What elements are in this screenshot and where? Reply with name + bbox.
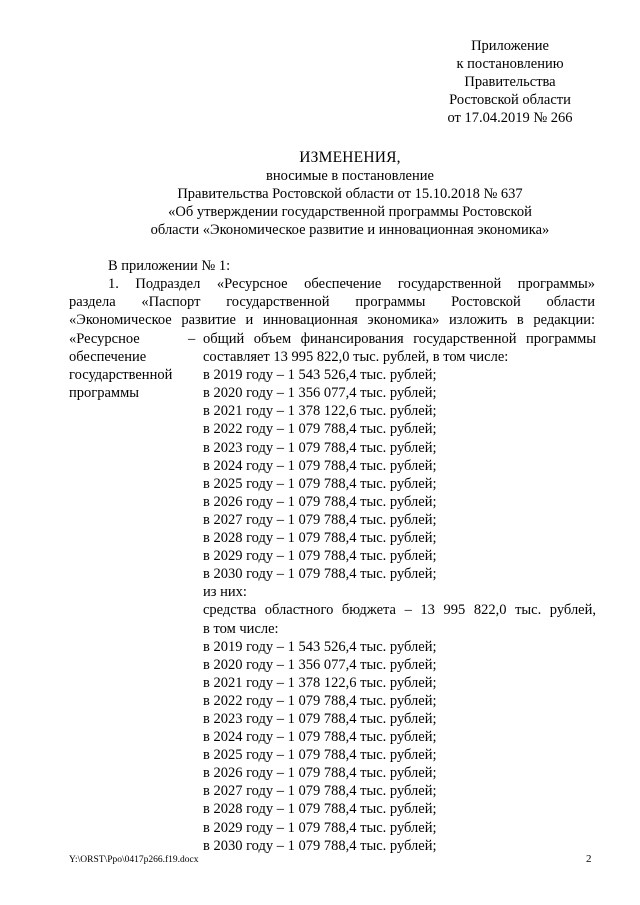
document-title: ИЗМЕНЕНИЯ, [299, 149, 401, 166]
label-line: государственной [69, 367, 173, 383]
label-line: «Ресурсное [69, 331, 140, 347]
value-line: в 2022 году – 1 079 788,4 тыс. рублей; [203, 692, 437, 709]
heading-line: вносимые в постановление [266, 168, 434, 184]
value-line: в 2019 году – 1 543 526,4 тыс. рублей; [203, 367, 437, 384]
value-line: в том числе: [203, 620, 279, 637]
resource-value-cell [203, 330, 596, 855]
appendix-line: Приложение [471, 38, 549, 54]
item-1-line: раздела «Паспорт государственной программы Ростовской области [69, 294, 595, 310]
value-line: в 2027 году – 1 079 788,4 тыс. рублей; [203, 783, 437, 800]
value-line: в 2029 году – 1 079 788,4 тыс. рублей; [203, 819, 437, 836]
value-line: в 2023 году – 1 079 788,4 тыс. рублей; [203, 710, 437, 727]
value-line: в 2023 году – 1 079 788,4 тыс. рублей; [203, 439, 437, 456]
appendix-line: к постановлению [456, 56, 564, 72]
value-line: в 2024 году – 1 079 788,4 тыс. рублей; [203, 729, 437, 746]
heading-line: «Об утверждении государственной программы Ростовской [168, 204, 532, 220]
value-line: в 2028 году – 1 079 788,4 тыс. рублей; [203, 801, 437, 818]
page-number: 2 [586, 853, 592, 865]
annex-paragraph: В приложении № 1: [108, 258, 231, 274]
appendix-line: Ростовской области [449, 92, 571, 108]
value-line: в 2024 году – 1 079 788,4 тыс. рублей; [203, 457, 437, 474]
value-line: в 2025 году – 1 079 788,4 тыс. рублей; [203, 475, 437, 492]
separator-dash: – [188, 331, 196, 347]
resource-label-cell [69, 330, 189, 402]
appendix-block [420, 37, 600, 127]
value-line: средства областного бюджета – 13 995 822,0 тыс. рублей, [203, 602, 596, 619]
appendix-line: Правительства [464, 74, 556, 90]
value-line: в 2029 году – 1 079 788,4 тыс. рублей; [203, 548, 437, 565]
value-line: в 2020 году – 1 356 077,4 тыс. рублей; [203, 656, 437, 673]
value-line: в 2019 году – 1 543 526,4 тыс. рублей; [203, 638, 437, 655]
heading-line: области «Экономическое развитие и инновационная экономика» [150, 222, 550, 238]
document-heading [60, 149, 640, 239]
appendix-line: от 17.04.2019 № 266 [447, 110, 573, 126]
value-line: в 2021 году – 1 378 122,6 тыс. рублей; [203, 403, 437, 420]
value-line: в 2020 году – 1 356 077,4 тыс. рублей; [203, 385, 437, 402]
value-line: в 2026 году – 1 079 788,4 тыс. рублей; [203, 765, 437, 782]
value-line: составляет 13 995 822,0 тыс. рублей, в том числе: [203, 349, 509, 366]
footer-file-path: Y:\ORST\Ppo\0417p266.f19.docx [69, 855, 199, 865]
value-line: в 2030 году – 1 079 788,4 тыс. рублей; [203, 837, 437, 854]
heading-line: Правительства Ростовской области от 15.10.2018 № 637 [177, 186, 523, 202]
value-line: в 2028 году – 1 079 788,4 тыс. рублей; [203, 530, 437, 547]
value-line: общий объем финансирования государственной программы [203, 331, 596, 347]
value-line: в 2030 году – 1 079 788,4 тыс. рублей; [203, 566, 437, 583]
label-line: обеспечение [69, 349, 147, 365]
value-line: в 2022 году – 1 079 788,4 тыс. рублей; [203, 421, 437, 438]
item-1-paragraph [69, 275, 595, 329]
value-line: в 2021 году – 1 378 122,6 тыс. рублей; [203, 674, 437, 691]
label-line: программы [69, 385, 139, 401]
value-line: в 2025 году – 1 079 788,4 тыс. рублей; [203, 747, 437, 764]
item-1-line: 1. Подраздел «Ресурсное обеспечение государственной программы» [108, 276, 595, 292]
value-line: в 2026 году – 1 079 788,4 тыс. рублей; [203, 493, 437, 510]
value-line: в 2027 году – 1 079 788,4 тыс. рублей; [203, 511, 437, 528]
item-1-line: «Экономическое развитие и инновационная экономика» изложить в редакции: [69, 312, 595, 328]
value-line: из них: [203, 584, 247, 601]
